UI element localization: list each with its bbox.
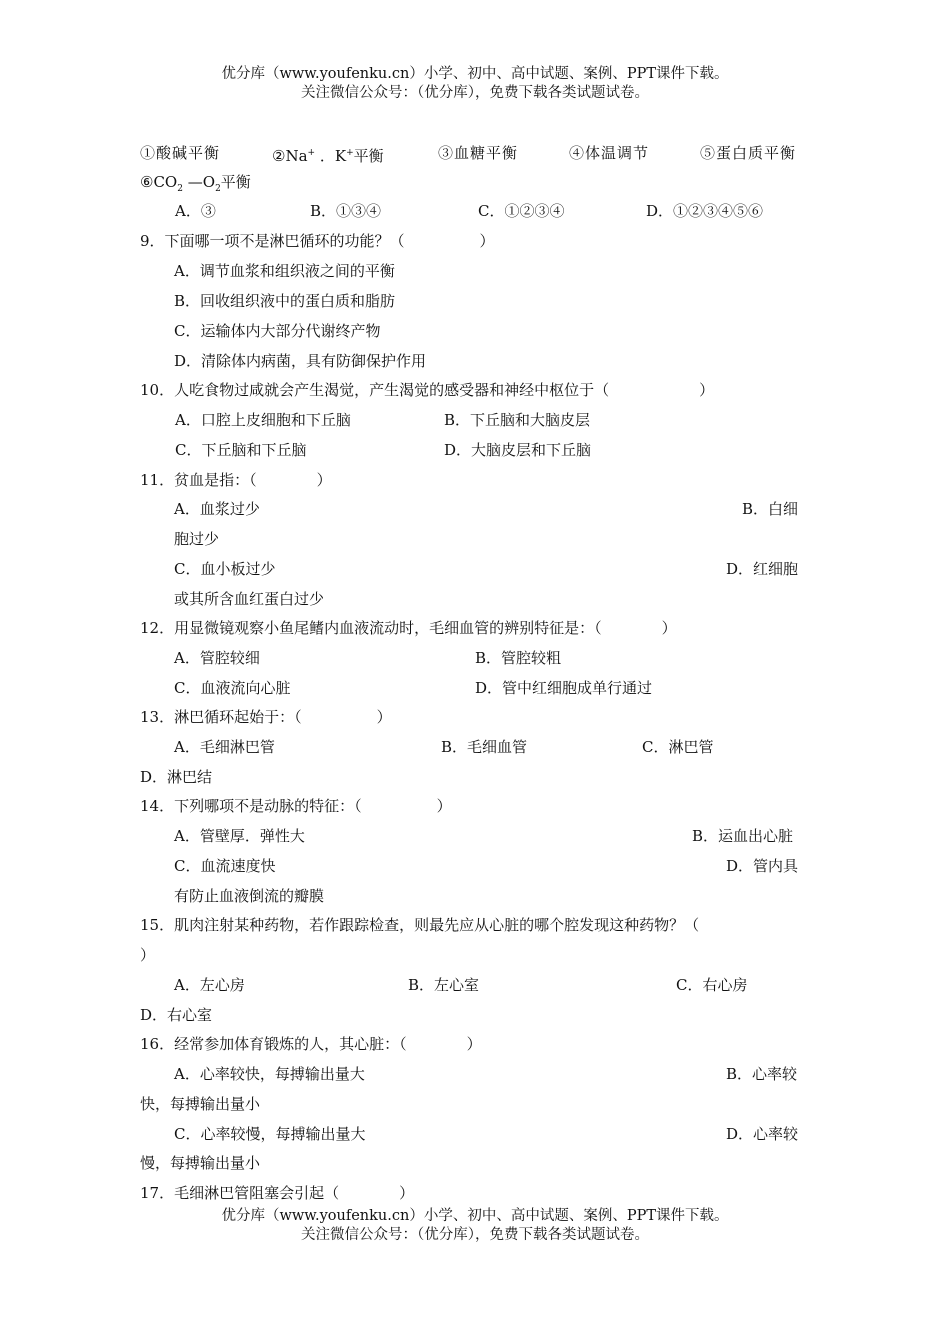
na-charge: + [307, 148, 316, 158]
na-text: ②Na [272, 147, 308, 165]
q16-option-b-continued: 快，每搏输出量小 [140, 1095, 261, 1113]
q8-option-c: C．①②③④ [478, 202, 565, 220]
header-line-1: 优分库（www.youfenku.cn）小学、初中、高中试题、案例、PPT课件下载。 [221, 66, 729, 82]
co2-sub: 2 [177, 184, 183, 194]
q13-option-c: C．淋巴管 [642, 738, 714, 756]
o2-sub: 2 [215, 184, 221, 194]
q15-option-b: B．左心室 [408, 976, 480, 994]
q16-option-c: C．心率较慢，每搏输出量大 [174, 1125, 366, 1143]
q11-option-b-continued: 胞过少 [174, 530, 220, 548]
q10-stem: 10．人吃食物过咸就会产生渴觉，产生渴觉的感受器和神经中枢位于（ ） [140, 381, 715, 399]
page-footer [0, 1207, 950, 1245]
q9-option-d: D．清除体内病菌，具有防御保护作用 [174, 352, 427, 370]
q12-option-a: A．管腔较细 [174, 649, 260, 667]
q9-option-a: A．调节血浆和组织液之间的平衡 [174, 262, 395, 280]
footer-line-1: 优分库（www.youfenku.cn）小学、初中、高中试题、案例、PPT课件下载。 [221, 1208, 729, 1224]
q11-stem: 11．贫血是指：（ ） [140, 471, 332, 489]
q16-option-d-continued: 慢，每搏输出量小 [140, 1154, 261, 1172]
q9-option-c: C．运输体内大部分代谢终产物 [174, 322, 381, 340]
q14-option-b: B．运血出心脏 [692, 827, 794, 845]
q8-option-d: D．①②③④⑤⑥ [646, 202, 764, 220]
header-line-2: 关注微信公众号：（优分库），免费下载各类试题试卷。 [301, 85, 649, 101]
q14-option-d-continued: 有防止血液倒流的瓣膜 [174, 887, 325, 905]
q13-stem: 13．淋巴循环起始于：（ ） [140, 708, 392, 726]
q11-option-d: D．红细胞 [726, 560, 799, 578]
q11-option-b: B．白细 [742, 500, 799, 518]
k-charge: + [346, 148, 354, 158]
q14-option-d: D．管内具 [726, 857, 799, 875]
item-blood-sugar: ③血糖平衡 [438, 144, 519, 162]
q13-option-b: B．毛细血管 [441, 738, 528, 756]
q16-option-d: D．心率较 [726, 1125, 799, 1143]
page-header [0, 65, 950, 103]
q12-option-c: C．血液流向心脏 [174, 679, 291, 697]
item-co2-o2 [140, 167, 251, 197]
q11-option-d-continued: 或其所含血红蛋白过少 [174, 590, 325, 608]
q8-option-a: A．③ [175, 202, 216, 220]
q10-option-c: C．下丘脑和下丘脑 [175, 441, 307, 459]
q9-option-b: B．回收组织液中的蛋白质和脂肪 [174, 292, 396, 310]
q15-option-a: A．左心房 [174, 976, 245, 994]
o2-text: —O [187, 173, 216, 191]
co2-o2-balance: 平衡 [220, 173, 251, 191]
k-text: ．K [319, 147, 347, 165]
item-acid-base: ①酸碱平衡 [140, 144, 221, 162]
item-na-k [272, 138, 384, 168]
q12-option-d: D．管中红细胞成单行通过 [475, 679, 653, 697]
q16-stem: 16．经常参加体育锻炼的人，其心脏：（ ） [140, 1035, 482, 1053]
q17-stem: 17．毛细淋巴管阻塞会引起（ ） [140, 1184, 415, 1202]
q9-stem: 9．下面哪一项不是淋巴循环的功能？（ ） [140, 232, 495, 250]
q15-stem-end: ） [140, 946, 156, 964]
q13-option-a: A．毛细淋巴管 [174, 738, 275, 756]
item-protein-balance: ⑤蛋白质平衡 [700, 144, 797, 162]
q16-option-b: B．心率较 [726, 1065, 798, 1083]
q12-option-b: B．管腔较粗 [475, 649, 562, 667]
q11-option-c: C．血小板过少 [174, 560, 276, 578]
q13-option-d: D．淋巴结 [140, 768, 213, 786]
na-k-balance: 平衡 [353, 147, 384, 165]
co2-text: ⑥CO [140, 173, 178, 191]
q10-option-b: B．下丘脑和大脑皮层 [444, 411, 591, 429]
q14-stem: 14．下列哪项不是动脉的特征：（ ） [140, 797, 452, 815]
q11-option-a: A．血浆过少 [174, 500, 260, 518]
footer-line-2: 关注微信公众号：（优分库），免费下载各类试题试卷。 [301, 1227, 649, 1243]
q12-stem: 12．用显微镜观察小鱼尾鳍内血液流动时，毛细血管的辨别特征是：（ ） [140, 619, 677, 637]
q8-option-b: B．①③④ [310, 202, 382, 220]
item-body-temperature: ④体温调节 [569, 144, 650, 162]
q10-option-a: A．口腔上皮细胞和下丘脑 [175, 411, 351, 429]
q14-option-a: A．管壁厚．弹性大 [174, 827, 305, 845]
q15-stem: 15．肌肉注射某种药物，若作跟踪检查，则最先应从心脏的哪个腔发现这种药物？（ [140, 916, 700, 934]
q15-option-c: C．右心房 [676, 976, 748, 994]
q14-option-c: C．血流速度快 [174, 857, 276, 875]
q10-option-d: D．大脑皮层和下丘脑 [444, 441, 592, 459]
q16-option-a: A．心率较快，每搏输出量大 [174, 1065, 365, 1083]
q15-option-d: D．右心室 [140, 1006, 213, 1024]
